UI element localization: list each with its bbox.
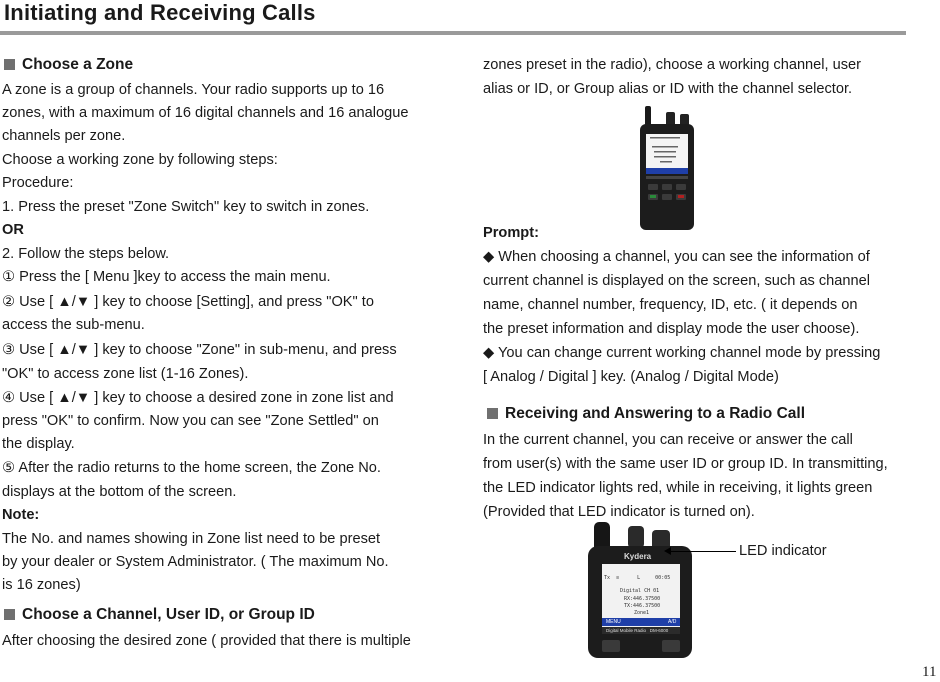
text-line: 2. Follow the steps below. (2, 246, 170, 262)
text-line: Procedure: (2, 175, 74, 191)
text-line: from user(s) with the same user ID or group ID. In transmitting, (483, 456, 888, 472)
prompt-line: the preset information and display mode the user choose). (483, 321, 860, 337)
text-line: zones, with a maximum of 16 digital channels and 16 analogue (2, 105, 409, 121)
radio-brand: Kydera (624, 552, 652, 561)
step-line: ③ Use [ ▲/▼ ] key to choose "Zone" in sub-menu, and press (2, 342, 397, 358)
radio-zone: Zone1 (634, 610, 650, 616)
note-label: Note: (2, 507, 40, 523)
radio-channel-name: Digital CH 01 (620, 588, 660, 594)
led-indicator-label: LED indicator (739, 543, 827, 559)
receive-heading: Receiving and Answering to a Radio Call (487, 405, 805, 423)
radio-status-bar: Tx ≡ L 00:05 (604, 575, 671, 581)
text-line: alias or ID, or Group alias or ID with the channel selector. (483, 81, 853, 97)
step-line: ⑤ After the radio returns to the home screen, the Zone No. (2, 460, 381, 476)
step-line: "OK" to access zone list (1-16 Zones). (2, 366, 249, 382)
prompt-line: [ Analog / Digital ] key. (Analog / Digital Mode) (483, 369, 779, 385)
callout-line (668, 551, 736, 552)
radio-softkey-ad: A/D (668, 619, 677, 625)
step-line: ① Press the [ Menu ]key to access the main menu. (2, 269, 331, 285)
text-line: (Provided that LED indicator is turned on). (483, 504, 755, 520)
radio-footer: Digital Mobile Radio DM-6000 (606, 628, 669, 633)
text-line: Choose a working zone by following steps: (2, 152, 278, 168)
text-line: A zone is a group of channels. Your radio supports up to 16 (2, 82, 385, 98)
text-line: The No. and names showing in Zone list need to be preset (2, 531, 381, 547)
prompt-line: name, channel number, frequency, ID, etc. ( it depends on (483, 297, 858, 313)
square-bullet-icon (4, 609, 15, 620)
page-number: 11 (922, 664, 937, 680)
text-line: 1. Press the preset "Zone Switch" key to switch in zones. (2, 199, 370, 215)
text-line: is 16 zones) (2, 577, 81, 593)
channel-heading: Choose a Channel, User ID, or Group ID (4, 606, 315, 624)
step-line: displays at the bottom of the screen. (2, 484, 237, 500)
text-line: by your dealer or System Administrator. ( The maximum No. (2, 554, 389, 570)
step-line: press "OK" to confirm. Now you can see "Zone Settled" on (2, 413, 379, 429)
radio-large-image (588, 522, 692, 658)
text-line: zones preset in the radio), choose a working channel, user (483, 57, 862, 73)
step-line: ④ Use [ ▲/▼ ] key to choose a desired zone in zone list and (2, 390, 394, 406)
or-label: OR (2, 222, 24, 238)
prompt-label: Prompt: (483, 225, 539, 241)
radio-softkey-menu: MENU (606, 619, 621, 625)
page-title: Initiating and Receiving Calls (4, 0, 316, 25)
step-line: ② Use [ ▲/▼ ] key to choose [Setting], and press "OK" to (2, 294, 374, 310)
prompt-line: ◆ You can change current working channel mode by pressing (483, 345, 881, 361)
prompt-line: ◆ When choosing a channel, you can see the information of (483, 249, 870, 265)
title-divider (0, 31, 906, 35)
step-line: access the sub-menu. (2, 317, 145, 333)
prompt-line: current channel is displayed on the screen, such as channel (483, 273, 870, 289)
zone-heading: Choose a Zone (4, 56, 133, 74)
step-line: the display. (2, 436, 75, 452)
radio-small-image (636, 106, 698, 230)
radio-rx-freq: RX:446.37500 (624, 596, 661, 602)
text-line: the LED indicator lights red, while in receiving, it lights green (483, 480, 873, 496)
text-line: channels per zone. (2, 128, 126, 144)
text-line: In the current channel, you can receive or answer the call (483, 432, 853, 448)
radio-tx-freq: TX:446.37500 (624, 603, 661, 609)
text-line: After choosing the desired zone ( provided that there is multiple (2, 633, 411, 649)
square-bullet-icon (487, 408, 498, 419)
square-bullet-icon (4, 59, 15, 70)
